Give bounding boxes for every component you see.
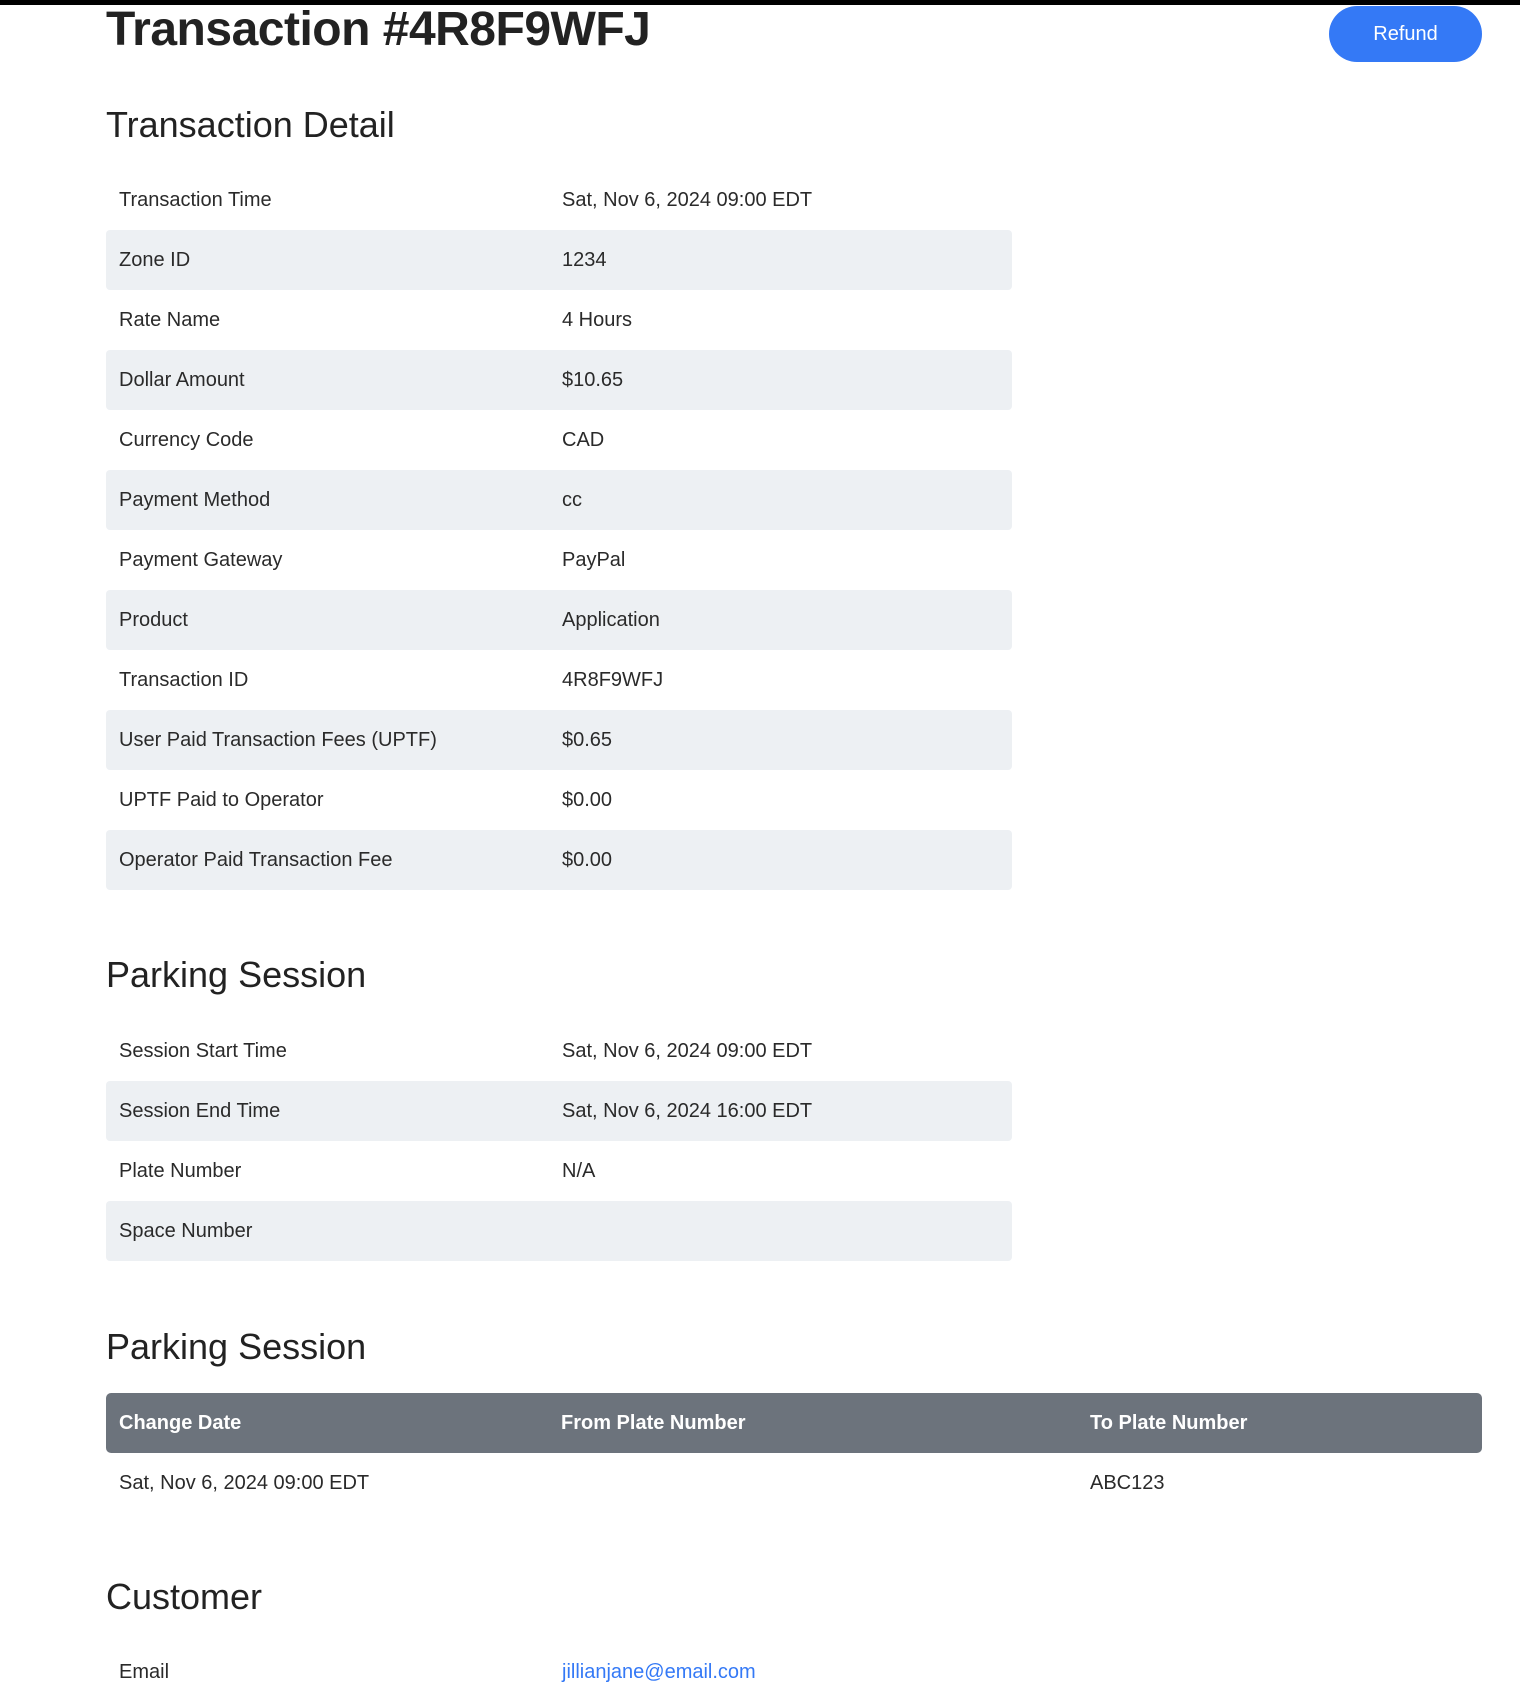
- row-value: cc: [562, 488, 582, 511]
- row-value: $0.65: [562, 728, 613, 751]
- transaction-detail-table: [106, 170, 1012, 890]
- row-label: Currency Code: [119, 428, 254, 451]
- table-header: [106, 1393, 1482, 1453]
- row-value: Application: [562, 608, 660, 631]
- column-header-from-plate: From Plate Number: [561, 1411, 746, 1434]
- row-label: Payment Gateway: [119, 548, 283, 571]
- detail-row: [106, 530, 1012, 590]
- row-label: UPTF Paid to Operator: [119, 788, 324, 811]
- detail-row: [106, 830, 1012, 890]
- transaction-detail-heading: Transaction Detail: [106, 104, 395, 145]
- row-value: 1234: [562, 248, 607, 271]
- row-label: Transaction ID: [119, 668, 249, 691]
- row-label: Product: [119, 608, 188, 631]
- row-label: Zone ID: [119, 248, 191, 271]
- column-header-change-date: Change Date: [119, 1411, 242, 1434]
- row-label: Space Number: [119, 1219, 253, 1242]
- row-value: $0.00: [562, 788, 613, 811]
- row-value: PayPal: [562, 548, 626, 571]
- row-label: Session Start Time: [119, 1039, 287, 1062]
- detail-row: [106, 1141, 1012, 1201]
- row-label: Email: [119, 1660, 170, 1683]
- row-label: Dollar Amount: [119, 368, 245, 391]
- customer-table: [106, 1642, 1012, 1702]
- parking-session-table: [106, 1021, 1012, 1261]
- detail-row: [106, 650, 1012, 710]
- detail-row: [106, 350, 1012, 410]
- refund-button[interactable]: Refund: [1329, 6, 1482, 62]
- row-value: N/A: [562, 1159, 596, 1182]
- detail-row: [106, 290, 1012, 350]
- detail-row: [106, 230, 1012, 290]
- row-value: Sat, Nov 6, 2024 09:00 EDT: [562, 1039, 813, 1062]
- detail-row: [106, 170, 1012, 230]
- parking-session-heading: Parking Session: [106, 954, 367, 995]
- row-value: 4 Hours: [562, 308, 633, 331]
- email-link[interactable]: jillianjane@email.com: [562, 1660, 756, 1683]
- to-plate-cell: ABC123: [1090, 1471, 1165, 1494]
- row-value: $10.65: [562, 368, 624, 391]
- column-header-to-plate: To Plate Number: [1090, 1411, 1248, 1434]
- row-value: CAD: [562, 428, 605, 451]
- table-row: [106, 1453, 1482, 1513]
- detail-row: [106, 590, 1012, 650]
- detail-row: [106, 1021, 1012, 1081]
- detail-row-email: [106, 1642, 1012, 1702]
- row-label: Plate Number: [119, 1159, 242, 1182]
- row-value: 4R8F9WFJ: [562, 668, 664, 691]
- row-label: Session End Time: [119, 1099, 281, 1122]
- row-label: Operator Paid Transaction Fee: [119, 848, 393, 871]
- detail-row: [106, 710, 1012, 770]
- detail-row: [106, 1081, 1012, 1141]
- row-label: Rate Name: [119, 308, 221, 331]
- row-value: $0.00: [562, 848, 613, 871]
- detail-row: [106, 410, 1012, 470]
- row-label: Transaction Time: [119, 188, 272, 211]
- detail-row: [106, 770, 1012, 830]
- row-label: Payment Method: [119, 488, 271, 511]
- page-title: Transaction #4R8F9WFJ: [106, 3, 651, 56]
- row-value: Sat, Nov 6, 2024 09:00 EDT: [562, 188, 813, 211]
- row-value: Sat, Nov 6, 2024 16:00 EDT: [562, 1099, 813, 1122]
- row-label: User Paid Transaction Fees (UPTF): [119, 728, 437, 751]
- plate-changes-table: [106, 1393, 1482, 1513]
- detail-row: [106, 1201, 1012, 1261]
- plate-changes-heading: Parking Session: [106, 1326, 367, 1367]
- customer-heading: Customer: [106, 1576, 263, 1617]
- detail-row: [106, 470, 1012, 530]
- change-date-cell: Sat, Nov 6, 2024 09:00 EDT: [119, 1471, 370, 1494]
